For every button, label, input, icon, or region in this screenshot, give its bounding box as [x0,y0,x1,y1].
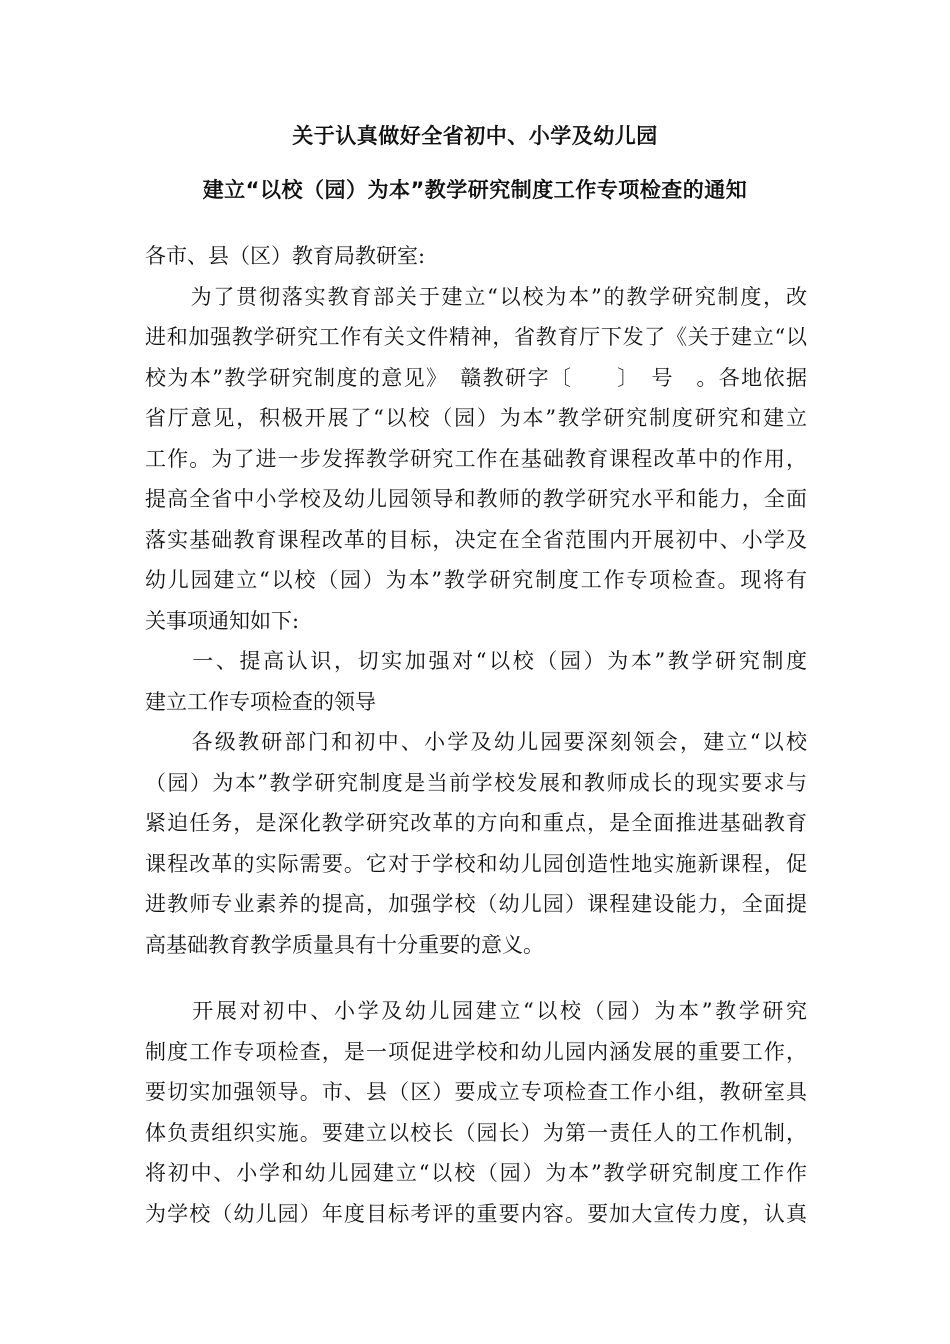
section-heading-1 [145,641,807,722]
paragraph-line: 将初中、小学和幼儿园建立“以校（园）为本”教学研究制度工作作 [145,1161,807,1185]
paragraph-line: 进和加强教学研究工作有关文件精神，省教育厅下发了《关于建立“以 [145,325,807,349]
paragraph-line: 提高全省中小学校及幼儿园领导和教师的教学研究水平和能力，全面 [145,487,807,511]
paragraph-line: 进教师专业素养的提高，加强学校（幼儿园）课程建设能力，全面提 [145,892,807,916]
paragraph-line: 课程改革的实际需要。它对于学校和幼儿园创造性地实施新课程，促 [145,851,807,876]
paragraph-line: 幼儿园建立“以校（园）为本”教学研究制度工作专项检查。现将有 [145,568,807,592]
salutation: 各市、县（区）教育局教研室: [145,244,426,268]
paragraph-line: 为了贯彻落实教育部关于建立“以校为本”的教学研究制度，改 [145,284,807,309]
paragraph-line: 落实基础教育课程改革的目标，决定在全省范围内开展初中、小学及 [145,527,807,552]
document-title-line1: 关于认真做好全省初中、小学及幼儿园 [292,124,658,148]
paragraph-line: 工作。为了进一步发挥教学研究工作在基础教育课程改革中的作用， [145,446,807,471]
paragraph-line: 关事项通知如下: [145,608,300,633]
paragraph-spacer [145,965,807,991]
paragraph-line: 省厅意见，积极开展了“以校（园）为本”教学研究制度研究和建立 [145,406,807,430]
heading-line: 建立工作专项检查的领导 [145,689,376,714]
paragraph-line: 为学校（幼儿园）年度目标考评的重要内容。要加大宣传力度，认真 [145,1201,807,1226]
paragraph-line: （园）为本”教学研究制度是当前学校发展和教师成长的现实要求与 [145,770,807,795]
paragraph-line: 各级教研部门和初中、小学及幼儿园要深刻领会，建立“以校 [145,730,807,754]
paragraph-line: 开展对初中、小学及幼儿园建立“以校（园）为本”教学研究 [145,999,807,1023]
document-body [145,236,807,1234]
heading-line: 一、提高认识，切实加强对“以校（园）为本”教学研究制度 [145,649,807,673]
paragraph-3 [145,991,807,1234]
document-title-line2: 建立“以校（园）为本”教学研究制度工作专项检查的通知 [202,178,748,202]
paragraph-line: 要切实加强领导。市、县（区）要成立专项检查工作小组，教研室具 [145,1080,807,1104]
paragraph-1 [145,277,807,642]
paragraph-line: 校为本”教学研究制度的意见》 赣教研字〔 〕 号 。各地依据 [145,365,807,390]
paragraph-line: 紧迫任务，是深化教学研究改革的方向和重点，是全面推进基础教育 [145,811,807,835]
paragraph-line: 体负责组织实施。要建立以校长（园长）为第一责任人的工作机制， [145,1120,807,1145]
paragraph-2 [145,722,807,965]
paragraph-line: 制度工作专项检查，是一项促进学校和幼儿园内涵发展的重要工作， [145,1039,807,1064]
paragraph-line: 高基础教育教学质量具有十分重要的意义。 [145,932,544,957]
